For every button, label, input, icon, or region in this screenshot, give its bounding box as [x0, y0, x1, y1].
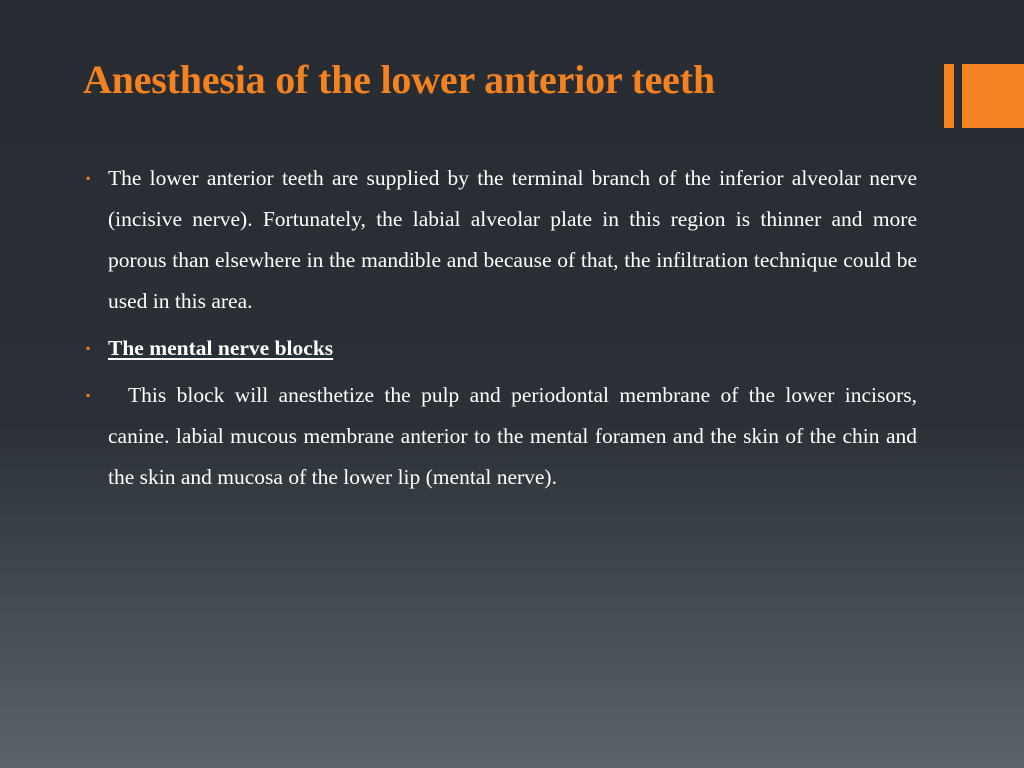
accent-bar-thin: [944, 64, 954, 128]
bullet-text: This block will anesthetize the pulp and periodontal membrane of the lower incisors, canine. labial mucous membrane anterior to the mental foramen and the skin of the chin and the skin and mucosa of the lower lip (mental nerve).: [108, 383, 917, 489]
bullet-heading: The mental nerve blocks: [108, 336, 334, 360]
bullet-text: The lower anterior teeth are supplied by the terminal branch of the inferior alveolar nerve (incisive nerve). Fortunately, the labial alveolar plate in this region is thinner and more porous than elsewhere in the mandible and because of that, the infiltration technique could be used in this area.: [108, 166, 917, 313]
bullet-square-icon: ▪: [86, 388, 91, 402]
bullet-list: [86, 158, 917, 504]
bullet-item-intro: [86, 158, 917, 322]
slide-title: Anesthesia of the lower anterior teeth: [83, 57, 715, 102]
bullet-square-icon: ▪: [86, 341, 91, 355]
bullet-item-block-description: [86, 375, 917, 498]
bullet-item-mental-nerve-heading: [86, 328, 917, 369]
bullet-text-wrapper: [108, 375, 917, 498]
accent-bar-thick: [962, 64, 1024, 128]
bullet-square-icon: ▪: [86, 171, 91, 185]
